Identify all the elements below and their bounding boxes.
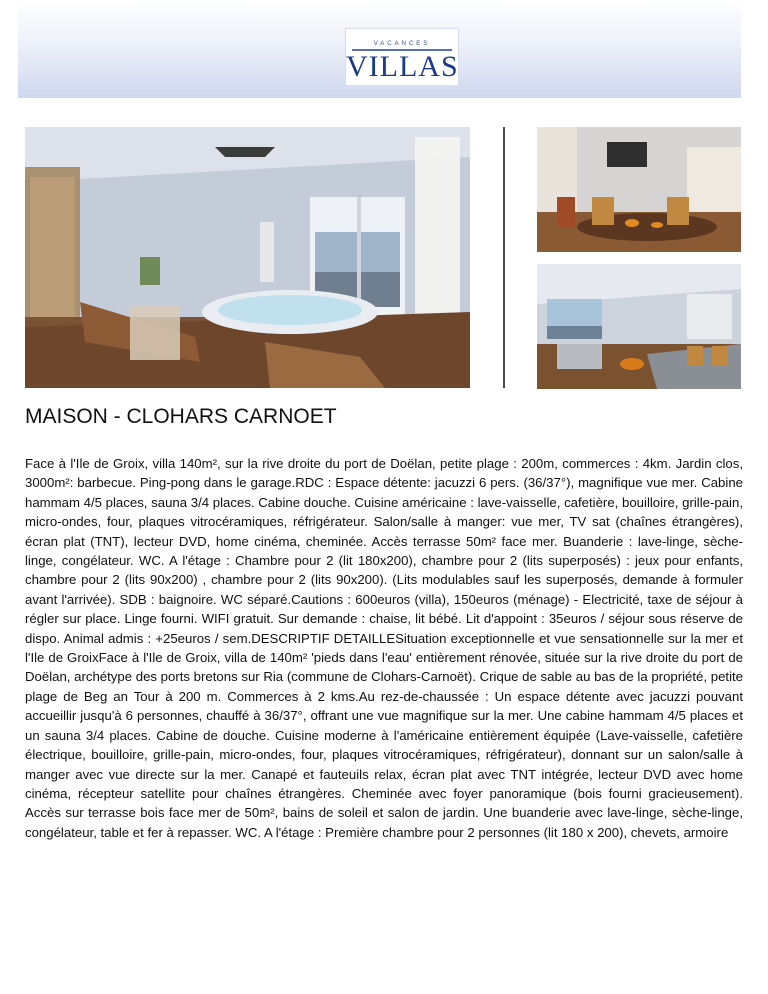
dining-room-illustration bbox=[537, 127, 741, 252]
living-room-illustration bbox=[537, 264, 741, 389]
jacuzzi-room-illustration bbox=[25, 127, 470, 388]
living-room-photo bbox=[537, 264, 741, 389]
header-banner bbox=[18, 0, 741, 98]
logo-brand: VILLAS bbox=[346, 50, 459, 83]
dining-room-photo bbox=[537, 127, 741, 252]
vacances-villas-logo[interactable] bbox=[345, 28, 459, 86]
gallery-divider bbox=[503, 127, 505, 388]
jacuzzi-room-photo bbox=[25, 127, 470, 388]
listing-title: MAISON - CLOHARS CARNOET bbox=[25, 405, 337, 428]
logo-tagline: VACANCES bbox=[373, 41, 431, 47]
listing-description: Face à l'Ile de Groix, villa 140m², sur la rive droite du port de Doëlan, petite plage : 200m, commerces : 4km. Jardin clos, 3000m²: barbecue. Ping-pong dans le garage.RDC : Espace détente: jacuzzi 6 pers. (36/37°), magnifique vue mer. Cabine hammam 4/5 places, sauna 3/4 places. Cabine douche. Cuisine américaine : lave-vaisselle, cafetière, bouilloire, grille-pain, micro-ondes, four, plaques vitrocéramiques, réfrigérateur. Salon/salle à manger: vue mer, TV sat (chaînes étrangères), écran plat (TNT), lecteur DVD, home cinéma, cheminée. Accès terrasse 50m² face mer. Buanderie : lave-linge, sèche-linge, congélateur. WC. A l'étage : Chambre pour 2 (lit 180x200), chambre pour 2 (lits superposés) : jeux pour enfants, chambre pour 2 (lits 90x200) , chambre pour 2 (lits 90x200). (Lits modulables sauf les superposés, demande à formuler avant l'arrivée). SDB : baignoire. WC séparé.Cautions : 600euros (villa), 150euros (ménage) - Electricité, taxe de séjour à régler sur place. Linge fourni. WIFI gratuit. Sur demande : chaise, lit bébé. Lit d'appoint : 35euros / séjour sous réserve de dispo. Animal admis : +25euros / sem.DESCRIPTIF DETAILLESituation exceptionnelle et vue sensationnelle sur la mer et l'Ile de GroixFace à l'Ile de Groix, villa de 140m² 'pieds dans l'eau' entièrement rénovée, située sur la rive droite du port de Doëlan, archétype des ports bretons sur Ria (commune de Clohars-Carnoët). Crique de sable au bas de la propriété, petite plage de Beg an Tour à 200 m. Commerces à 2 kms.Au rez-de-chaussée : Un espace détente avec jacuzzi pouvant accueillir jusqu'à 6 personnes, chauffé à 36/37°, offrant une vue magnifique sur la mer. Une cabine hammam 4/5 places et un sauna 3/4 places. Cabine de douche. Cuisine moderne à l'américaine entièrement équipée (Lave-vaisselle, cafetière électrique, bouilloire, grille-pain, micro-ondes, four, plaques vitrocéramiques, réfrigérateur), donnant sur un salon/salle à manger avec vue directe sur la mer. Canapé et fauteuils relax, écran plat avec TNT intégrée, lecteur DVD avec home cinéma, récepteur satellite pour chaînes étrangères. Cheminée avec foyer panoramique (bois fourni gracieusement). Accès sur terrasse bois face mer de 50m², bains de soleil et salon de jardin. Une buanderie avec lave-linge, sèche-linge, congélateur, table et fer à repasser. WC. A l'étage : Première chambre pour 2 personnes (lit 180 x 200), chevets, armoire bbox=[25, 456, 743, 840]
